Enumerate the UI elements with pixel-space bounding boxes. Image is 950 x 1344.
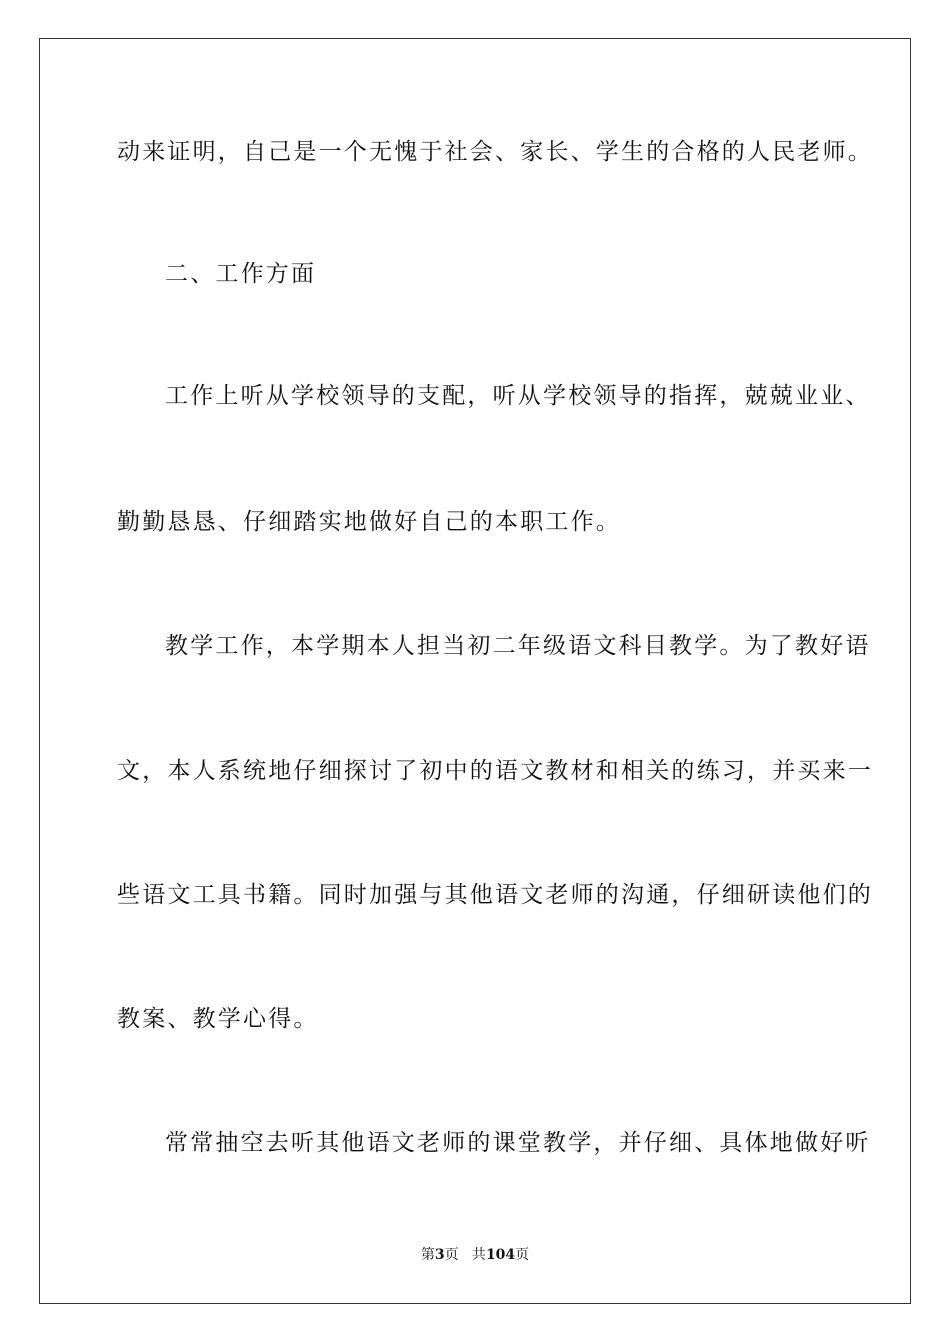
footer-mid: 页 共 xyxy=(444,1247,486,1263)
paragraph-line: 教案、教学心得。 xyxy=(117,1006,319,1032)
paragraph-line: 些语文工具书籍。同时加强与其他语文老师的沟通，仔细研读他们的 xyxy=(117,882,873,908)
section-heading: 二、工作方面 xyxy=(165,261,317,287)
paragraph-line: 文，本人系统地仔细探讨了初中的语文教材和相关的练习，并买来一 xyxy=(117,758,873,784)
paragraph-line: 动来证明，自己是一个无愧于社会、家长、学生的合格的人民老师。 xyxy=(117,139,873,165)
paragraph-line: 勤勤恳恳、仔细踏实地做好自己的本职工作。 xyxy=(117,509,621,535)
current-page-number: 3 xyxy=(434,1247,445,1263)
footer-prefix: 第 xyxy=(420,1247,435,1263)
paragraph-line: 教学工作，本学期本人担当初二年级语文科目教学。为了教好语 xyxy=(165,633,871,659)
footer-suffix: 页 xyxy=(515,1247,530,1263)
paragraph-line: 工作上听从学校领导的支配，听从学校领导的指挥，兢兢业业、 xyxy=(165,383,871,409)
page-footer xyxy=(0,1246,950,1264)
paragraph-line: 常常抽空去听其他语文老师的课堂教学，并仔细、具体地做好听 xyxy=(165,1130,871,1156)
total-pages-number: 104 xyxy=(485,1247,516,1263)
page-border xyxy=(39,38,911,1304)
